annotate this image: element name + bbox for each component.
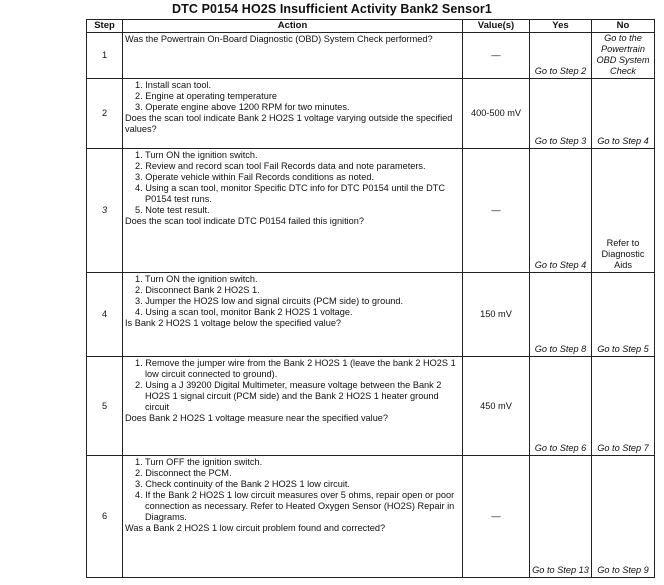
action-item: 1. Turn ON the ignition switch. [135, 274, 258, 284]
action-question: Was the Powertrain On-Board Diagnostic (OBD) System Check performed? [125, 34, 433, 44]
action-cell [123, 273, 463, 357]
value-cell: — [463, 149, 530, 273]
action-item: 3. Operate engine above 1200 RPM for two minutes. [135, 102, 350, 112]
value-cell: — [463, 33, 530, 79]
yes-cell: Go to Step 13 [530, 456, 592, 578]
action-question: Was a Bank 2 HO2S 1 low circuit problem found and corrected? [125, 523, 386, 533]
header-step: Step [87, 20, 123, 33]
action-question: Does the scan tool indicate DTC P0154 failed this ignition? [125, 216, 365, 226]
action-item: 4. Using a scan tool, monitor Bank 2 HO2S 1 voltage. [135, 307, 353, 317]
step-number: 3 [87, 149, 123, 273]
step-number: 1 [87, 33, 123, 79]
no-cell: Go to Step 9 [592, 456, 655, 578]
action-item: 1. Install scan tool. [135, 80, 212, 90]
yes-cell: Go to Step 6 [530, 357, 592, 456]
table-row [87, 456, 655, 578]
step-number: 5 [87, 357, 123, 456]
header-no: No [592, 20, 655, 33]
action-item: 3. Check continuity of the Bank 2 HO2S 1 low circuit. [135, 479, 350, 489]
action-item: 3. Jumper the HO2S low and signal circuits (PCM side) to ground. [135, 296, 404, 306]
diagnostic-table [86, 19, 655, 578]
table-row [87, 149, 655, 273]
no-cell: Go to the Powertrain OBD System Check [592, 33, 655, 79]
yes-cell: Go to Step 2 [530, 33, 592, 79]
value-cell: 150 mV [463, 273, 530, 357]
yes-cell: Go to Step 8 [530, 273, 592, 357]
header-action: Action [123, 20, 463, 33]
action-item: 3. Operate vehicle within Fail Records conditions as noted. [135, 172, 375, 182]
action-item: 4. Using a scan tool, monitor Specific DTC info for DTC P0154 until the DTC P0154 test runs. [135, 183, 445, 204]
action-item: 4. If the Bank 2 HO2S 1 low circuit measures over 5 ohms, repair open or poor connection as necessary. Refer to Heated Oxygen Sensor (HO2S) Repair in Diagrams. [135, 490, 455, 522]
table-row [87, 33, 655, 79]
action-cell [123, 149, 463, 273]
page-title: DTC P0154 HO2S Insufficient Activity Bank2 Sensor1 [172, 2, 492, 16]
step-number: 2 [87, 79, 123, 149]
action-item: 2. Using a J 39200 Digital Multimeter, measure voltage between the Bank 2 HO2S 1 signal circuit (PCM side) and the Bank 2 HO2S 1 heater ground circuit [135, 380, 442, 412]
step-number: 4 [87, 273, 123, 357]
action-item: 2. Engine at operating temperature [135, 91, 277, 101]
header-value: Value(s) [463, 20, 530, 33]
action-cell [123, 33, 463, 79]
action-item: 2. Disconnect the PCM. [135, 468, 232, 478]
action-cell [123, 456, 463, 578]
action-cell [123, 357, 463, 456]
action-cell [123, 79, 463, 149]
yes-cell: Go to Step 4 [530, 149, 592, 273]
no-cell: Refer to Diagnostic Aids [592, 149, 655, 273]
table-row [87, 273, 655, 357]
table-row [87, 357, 655, 456]
action-question: Is Bank 2 HO2S 1 voltage below the specified value? [125, 318, 342, 328]
action-item: 2. Review and record scan tool Fail Records data and note parameters. [135, 161, 426, 171]
value-cell: — [463, 456, 530, 578]
action-item: 5. Note test result. [135, 205, 210, 215]
action-item: 1. Remove the jumper wire from the Bank 2 HO2S 1 (leave the bank 2 HO2S 1 low circuit connected to ground). [135, 358, 456, 379]
no-cell: Go to Step 7 [592, 357, 655, 456]
step-number: 6 [87, 456, 123, 578]
action-question: Does the scan tool indicate Bank 2 HO2S 1 voltage varying outside the specified values? [125, 113, 453, 134]
action-item: 1. Turn OFF the ignition switch. [135, 457, 263, 467]
action-question: Does Bank 2 HO2S 1 voltage measure near the specified value? [125, 413, 389, 423]
header-yes: Yes [530, 20, 592, 33]
value-cell: 450 mV [463, 357, 530, 456]
yes-cell: Go to Step 3 [530, 79, 592, 149]
no-cell: Go to Step 4 [592, 79, 655, 149]
table-row [87, 79, 655, 149]
action-item: 1. Turn ON the ignition switch. [135, 150, 258, 160]
action-item: 2. Disconnect Bank 2 HO2S 1. [135, 285, 260, 295]
no-cell: Go to Step 5 [592, 273, 655, 357]
header-row [87, 20, 655, 33]
value-cell: 400-500 mV [463, 79, 530, 149]
